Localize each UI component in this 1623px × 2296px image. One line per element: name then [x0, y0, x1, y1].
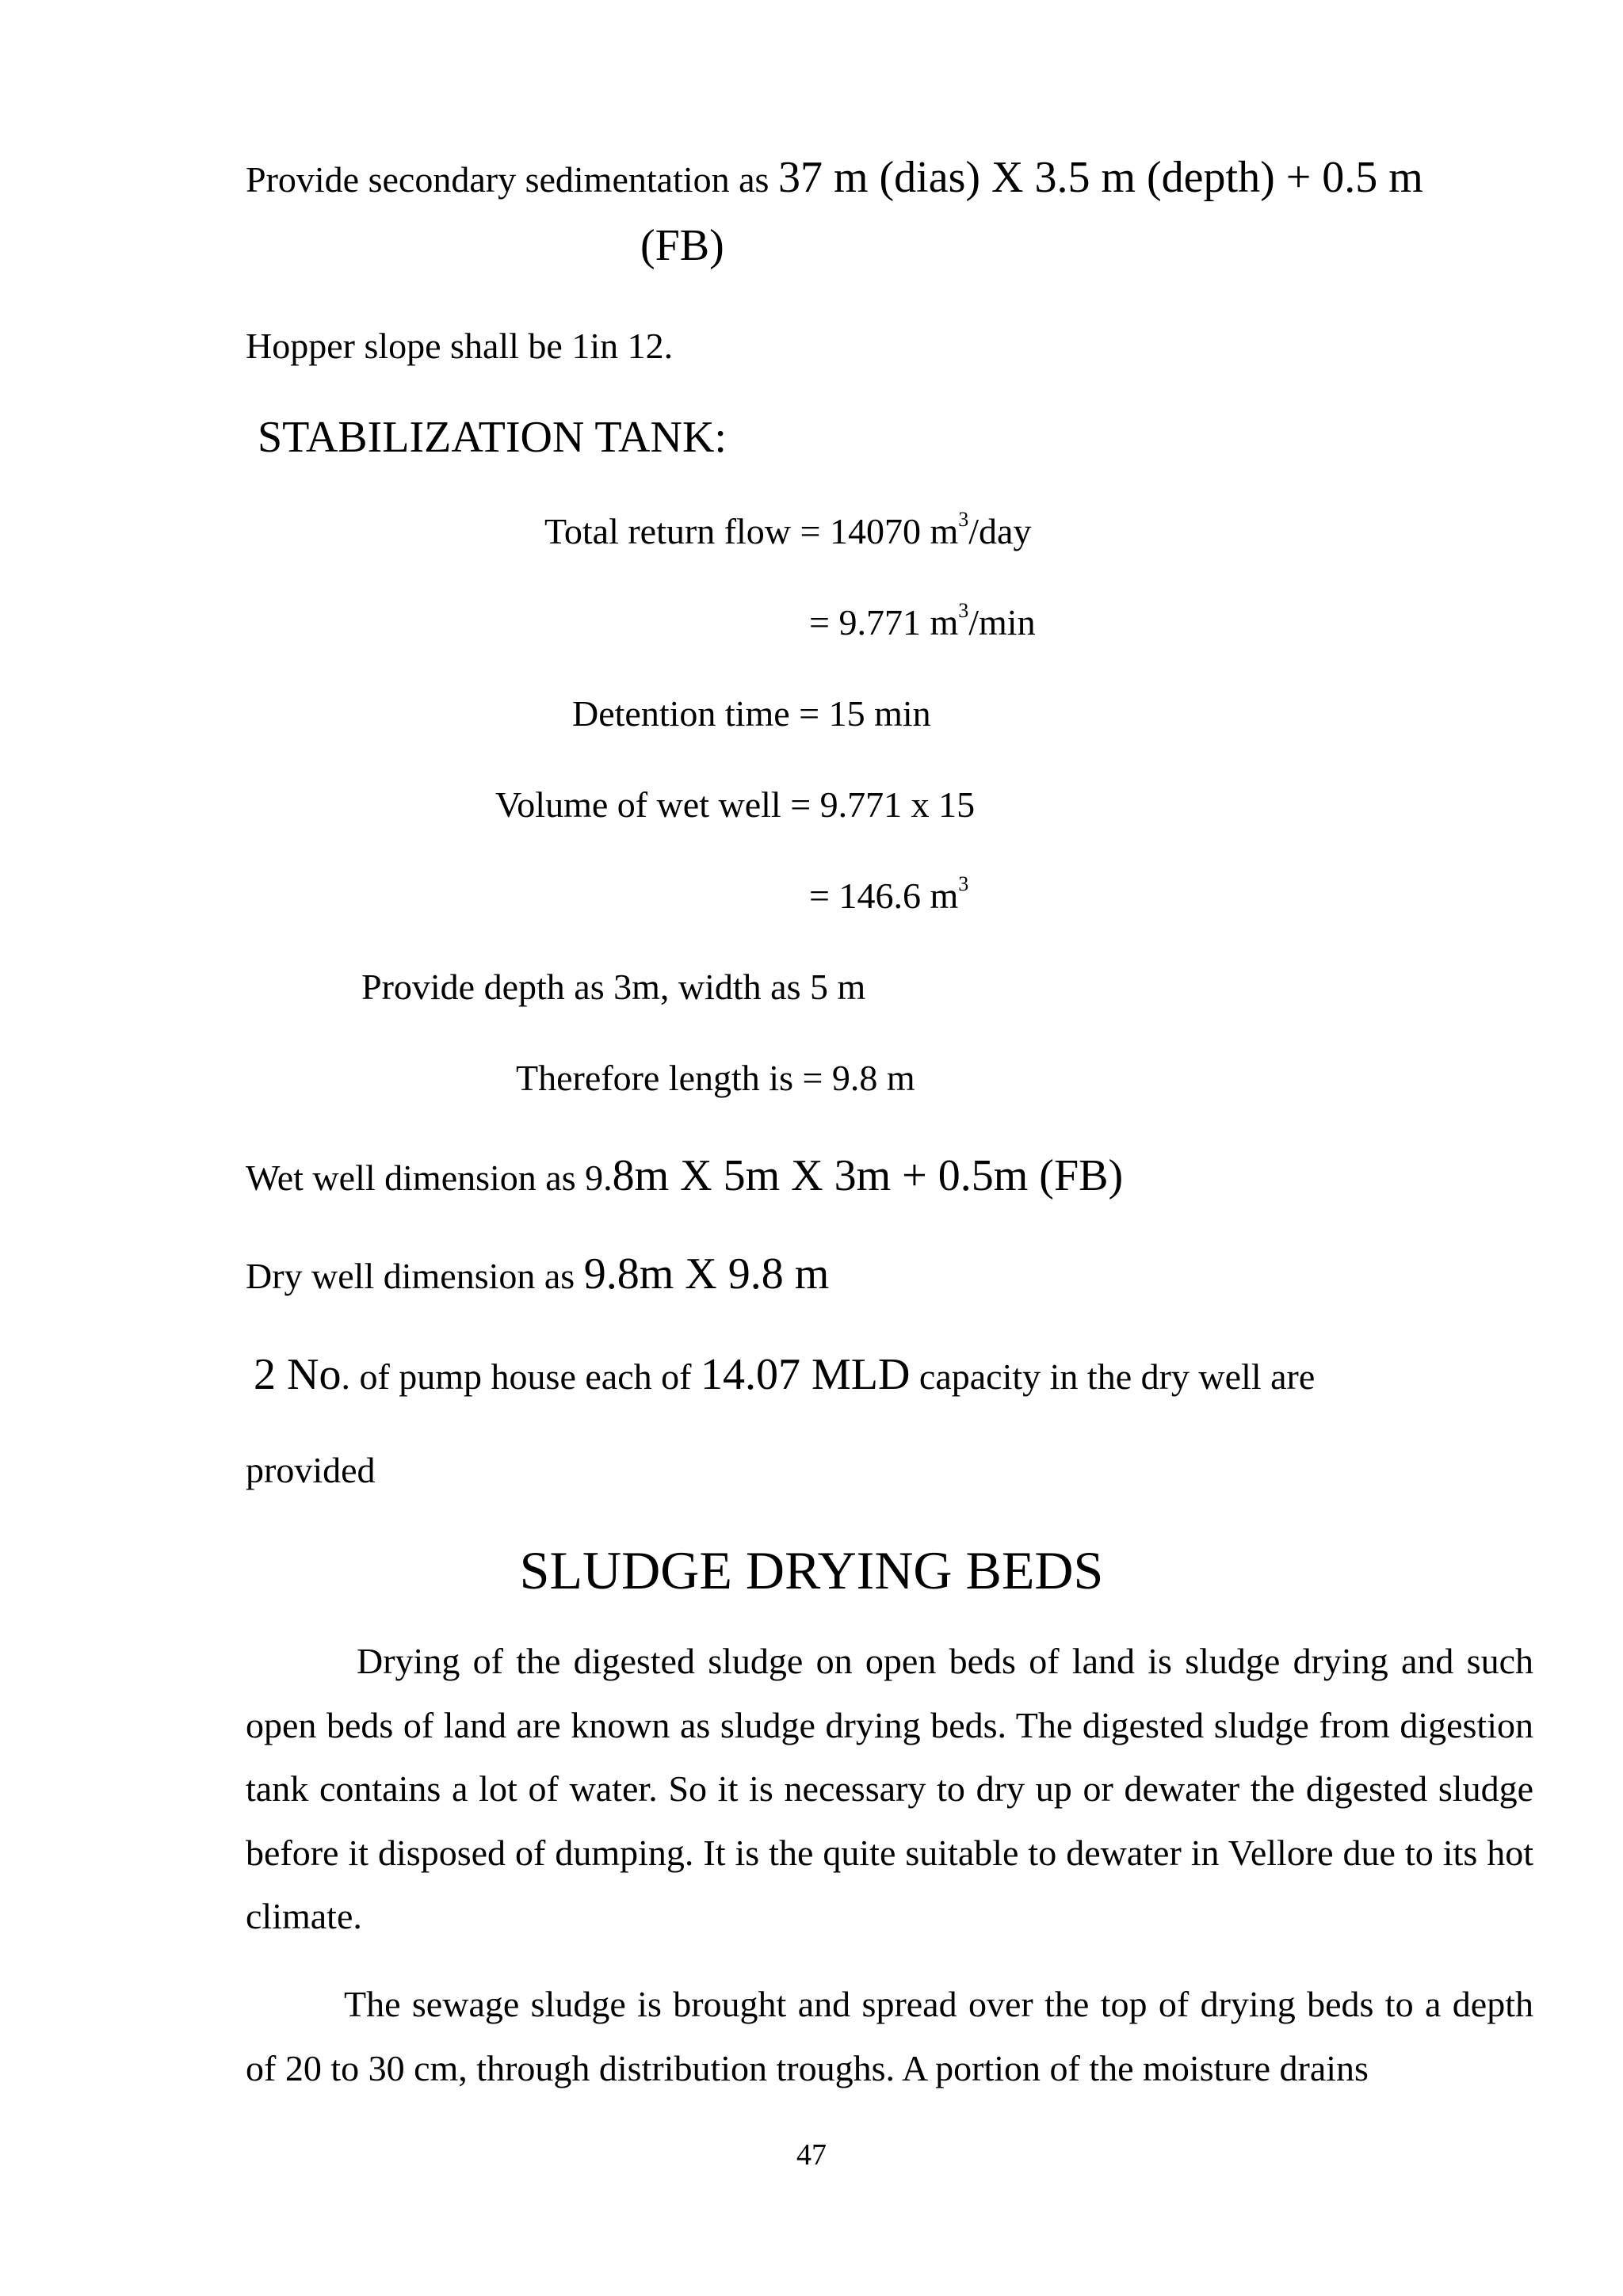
- dry-well-dimension-label: Dry well dimension as: [246, 1256, 584, 1296]
- wet-well-dimension-label: Wet well dimension as 9.: [246, 1158, 613, 1198]
- detention-time-text: Detention time = 15 min: [572, 693, 931, 734]
- secondary-sedimentation-fb: (FB): [640, 221, 724, 270]
- pump-house-text-1: . of pump house each of: [341, 1356, 701, 1397]
- volume-result-text: = 146.6 m: [809, 875, 959, 916]
- volume-wet-well-text: Volume of wet well = 9.771 x 15: [495, 784, 976, 825]
- therefore-length-text: Therefore length is = 9.8 m: [516, 1058, 915, 1098]
- volume-result-line: [809, 872, 969, 916]
- volume-result-sup: 3: [958, 872, 969, 895]
- dry-well-dimension-line: [246, 1249, 830, 1299]
- provide-depth-text: Provide depth as 3m, width as 5 m: [361, 967, 866, 1007]
- flow-per-min-line: [809, 599, 1036, 643]
- secondary-sedimentation-text: Provide secondary sedimentation as: [246, 159, 778, 200]
- pump-house-text-2: capacity in the dry well are: [910, 1356, 1316, 1397]
- pump-house-provided: provided: [246, 1450, 376, 1490]
- sludge-drying-beds-heading: SLUDGE DRYING BEDS: [519, 1540, 1104, 1600]
- stabilization-tank-heading: STABILIZATION TANK:: [258, 413, 727, 462]
- pump-house-count: 2 No: [254, 1350, 342, 1399]
- flow-per-min-sup: 3: [958, 599, 969, 622]
- dry-well-dimension-value: 9.8m X 9.8 m: [583, 1249, 830, 1299]
- sludge-paragraph-2: The sewage sludge is brought and spread over the top of drying beds to a depth of 20 to 30 cm, through distribution troughs. A portion of the moisture drains: [246, 1984, 1533, 2088]
- total-return-flow-line: [544, 508, 1032, 551]
- sludge-paragraph-1: Drying of the digested sludge on open beds of land is sludge drying and such open beds of land are known as sludge drying beds. The digested sludge from digestion tank contains a lot of water. So it is necessary to dry up or dewater the digested sludge before it disposed of dumping. It is the quite suitable to dewater in Vellore due to its hot climate.: [246, 1641, 1533, 1936]
- hopper-slope-text: Hopper slope shall be 1in 12.: [246, 326, 674, 366]
- wet-well-dimension-value: 8m X 5m X 3m + 0.5m (FB): [612, 1151, 1124, 1200]
- page-number: 47: [796, 2138, 827, 2172]
- wet-well-dimension-line: [246, 1151, 1124, 1200]
- total-return-flow-unit: /day: [968, 511, 1032, 551]
- flow-per-min-unit: /min: [968, 602, 1036, 643]
- pump-house-line: [254, 1352, 1315, 1397]
- secondary-sedimentation-dimensions: 37 m (dias) X 3.5 m (depth) + 0.5 m: [777, 153, 1423, 202]
- secondary-sedimentation-line: [246, 155, 1423, 200]
- flow-per-min-text: = 9.771 m: [809, 602, 959, 643]
- total-return-flow-text: Total return flow = 14070 m: [544, 511, 959, 551]
- pump-house-capacity: 14.07 MLD: [700, 1350, 911, 1399]
- total-return-flow-sup: 3: [958, 508, 969, 531]
